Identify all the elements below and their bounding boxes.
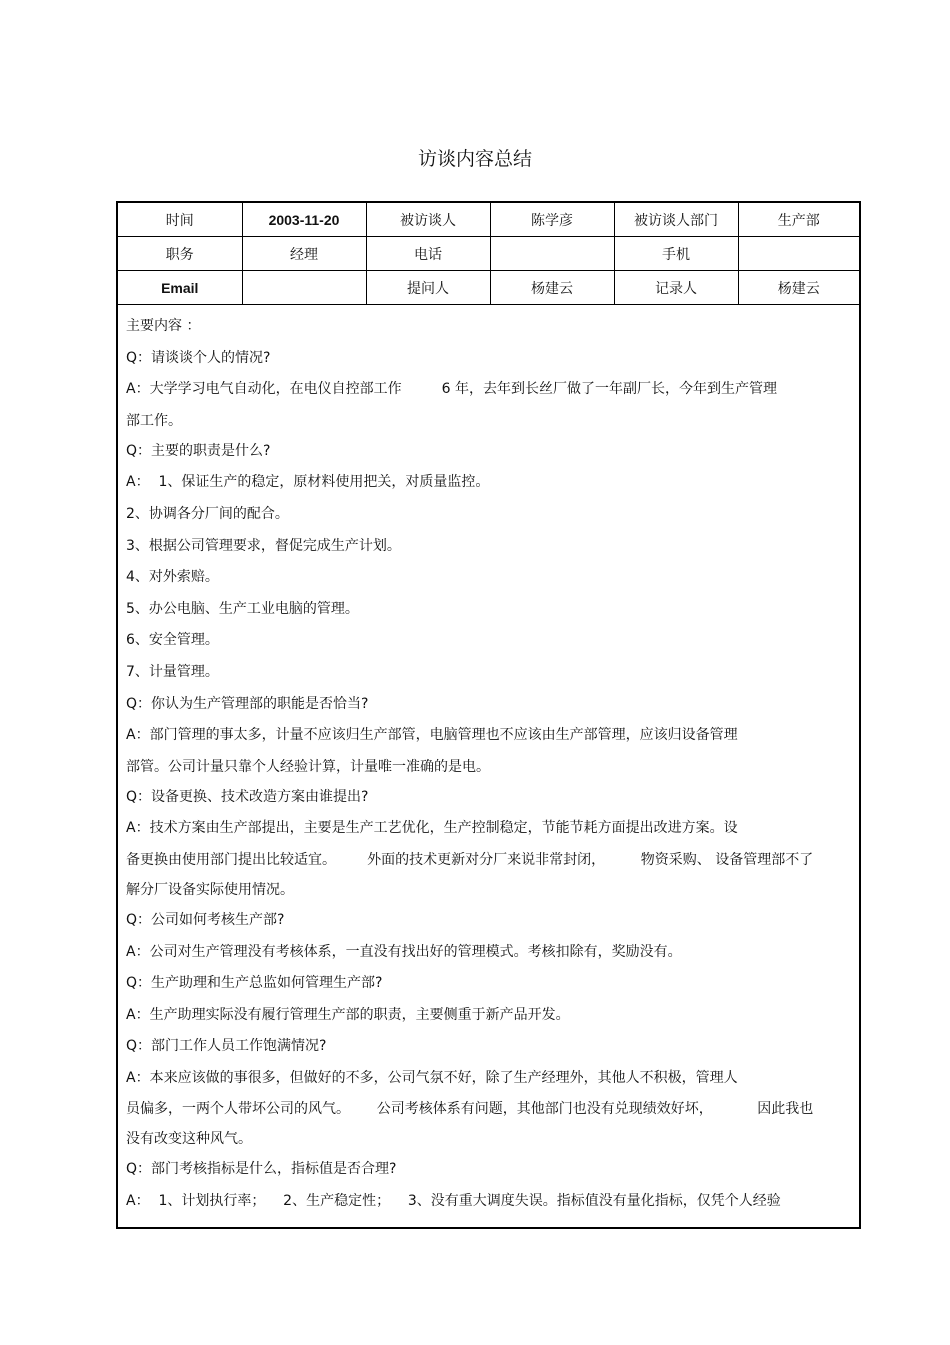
asker-value: 杨建云 [490, 271, 614, 305]
answer-line: A：本来应该做的事很多，但做好的不多，公司气氛不好，除了生产经理外，其他人不积极，管理人 [126, 1069, 738, 1086]
question-line: Q：生产助理和生产总监如何管理生产部? [126, 975, 383, 992]
answer-line: A：技术方案由生产部提出，主要是生产工艺优化，生产控制稳定，节能节耗方面提出改进方案。设 [126, 820, 738, 837]
dept-value: 生产部 [738, 203, 859, 237]
asker-label: 提问人 [366, 271, 490, 305]
email-value [242, 271, 366, 305]
interview-content [118, 305, 859, 1218]
answer-line: 员偏多，一两个人带坏公司的风气。 公司考核体系有问题，其他部门也没有兑现绩效好坏， 因此我也 [126, 1101, 814, 1118]
interviewee-label: 被访谈人 [366, 203, 490, 237]
answer-line: 解分厂设备实际使用情况。 [126, 881, 294, 898]
time-value: 2003-11-20 [242, 203, 366, 237]
answer-line: 6、安全管理。 [126, 632, 219, 649]
time-label: 时间 [118, 203, 242, 237]
mobile-label: 手机 [614, 237, 738, 271]
info-row-3 [118, 271, 859, 305]
question-line: Q：部门工作人员工作饱满情况? [126, 1038, 327, 1055]
recorder-label: 记录人 [614, 271, 738, 305]
answer-line: 部管。公司计量只靠个人经验计算，计量唯一准确的是电。 [126, 758, 490, 775]
question-line: Q：你认为生产管理部的职能是否恰当? [126, 695, 369, 712]
question-line: Q：请谈谈个人的情况? [126, 349, 271, 366]
mobile-value [738, 237, 859, 271]
position-value: 经理 [242, 237, 366, 271]
answer-line: A：生产助理实际没有履行管理生产部的职责，主要侧重于新产品开发。 [126, 1006, 570, 1023]
answer-line: A：大学学习电气自动化，在电仪自控部工作 6 年，去年到长丝厂做了一年副厂长，今年到生产管理 [126, 381, 777, 398]
phone-label: 电话 [366, 237, 490, 271]
answer-line: 3、根据公司管理要求，督促完成生产计划。 [126, 537, 401, 554]
phone-value [490, 237, 614, 271]
answer-line: 没有改变这种风气。 [126, 1131, 252, 1148]
info-row-2 [118, 237, 859, 271]
email-label: Email [118, 271, 242, 305]
info-table [118, 203, 859, 305]
recorder-value: 杨建云 [738, 271, 859, 305]
question-line: Q：主要的职责是什么? [126, 442, 271, 459]
document-title: 访谈内容总结 [417, 148, 532, 170]
answer-line: 5、办公电脑、生产工业电脑的管理。 [126, 600, 359, 617]
answer-line: A：部门管理的事太多，计量不应该归生产部管，电脑管理也不应该由生产部管理，应该归设备管理 [126, 727, 738, 744]
position-label: 职务 [118, 237, 242, 271]
interviewee-value: 陈学彦 [490, 203, 614, 237]
answer-line: A： 1、计划执行率； 2、生产稳定性； 3、没有重大调度失误。指标值没有量化指标，仅凭个人经验 [126, 1193, 781, 1210]
answer-line: 4、对外索赔。 [126, 569, 219, 586]
answer-line: 2、协调各分厂间的配合。 [126, 505, 289, 522]
answer-line: 备更换由使用部门提出比较适宜。 外面的技术更新对分厂来说非常封闭， 物资采购、 设备管理部不了 [126, 851, 814, 868]
answer-line: A：公司对生产管理没有考核体系，一直没有找出好的管理模式。考核扣除有，奖励没有。 [126, 943, 682, 960]
answer-line: 部工作。 [126, 412, 182, 429]
answer-line: 7、计量管理。 [126, 663, 219, 680]
content-line: 主要内容 ： [126, 318, 201, 334]
answer-line: A： 1、保证生产的稳定，原材料使用把关，对质量监控。 [126, 474, 490, 491]
info-row-1 [118, 203, 859, 237]
dept-label: 被访谈人部门 [614, 203, 738, 237]
question-line: Q：设备更换、技术改造方案由谁提出? [126, 788, 369, 805]
question-line: Q：部门考核指标是什么，指标值是否合理? [126, 1161, 397, 1178]
interview-form [116, 201, 861, 1229]
question-line: Q：公司如何考核生产部? [126, 911, 285, 928]
